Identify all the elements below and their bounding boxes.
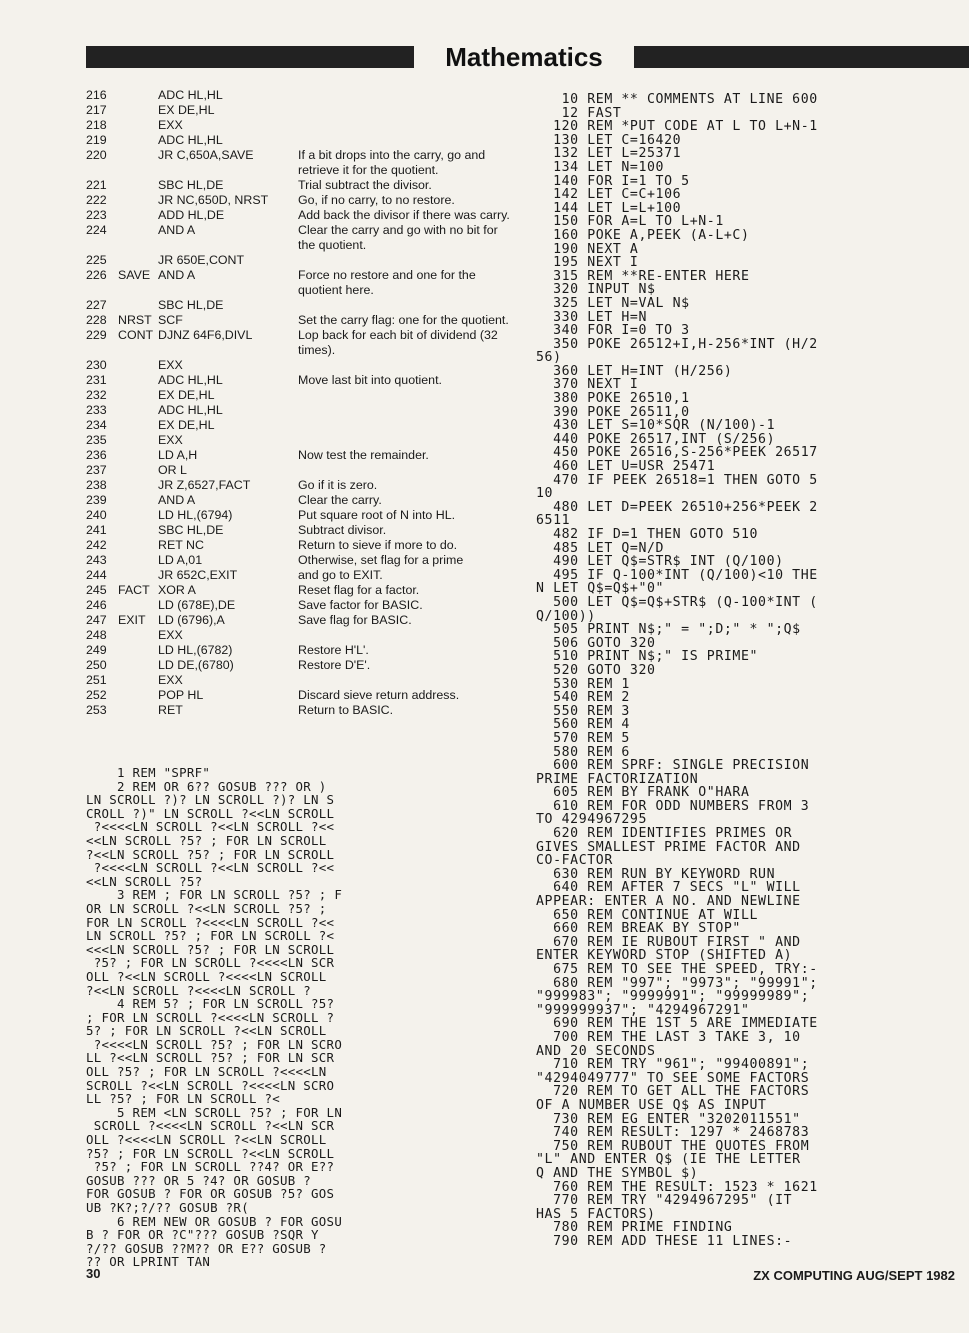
assembly-ins: OR L	[158, 463, 187, 477]
assembly-num: 219	[86, 133, 107, 147]
assembly-ins: JR 650E,CONT	[158, 253, 245, 267]
assembly-num: 228	[86, 313, 107, 327]
assembly-cmt: Put square root of N into HL.	[298, 508, 456, 522]
assembly-row	[86, 253, 526, 268]
assembly-cmt	[298, 388, 510, 403]
assembly-row	[86, 358, 526, 373]
assembly-cmt: If a bit drops into the carry, go and retrieve it for the quotient.	[298, 148, 486, 177]
assembly-cmt: Restore H'L'.	[298, 643, 369, 657]
assembly-row	[86, 133, 526, 148]
assembly-cmt: Lop back for each bit of dividend (32 times).	[298, 328, 498, 357]
assembly-num: 246	[86, 598, 107, 612]
assembly-cmt: Subtract divisor.	[298, 523, 387, 537]
assembly-num: 217	[86, 103, 107, 117]
assembly-num: 230	[86, 358, 107, 372]
assembly-lbl: CONT	[118, 328, 154, 342]
assembly-row	[86, 673, 526, 688]
assembly-num: 218	[86, 118, 107, 132]
assembly-row	[86, 418, 526, 433]
assembly-cmt	[298, 118, 510, 133]
assembly-ins: ADC HL,HL	[158, 403, 223, 417]
assembly-cmt: Reset flag for a factor.	[298, 583, 420, 597]
assembly-cmt: Add back the divisor if there was carry.	[298, 208, 510, 222]
assembly-lbl	[118, 88, 158, 103]
assembly-num: 245	[86, 583, 107, 597]
assembly-ins: EXX	[158, 673, 183, 687]
assembly-ins: EXX	[158, 358, 183, 372]
assembly-cmt	[298, 358, 510, 373]
assembly-ins: EXX	[158, 628, 183, 642]
assembly-lbl	[118, 598, 158, 613]
header-bar-right	[634, 46, 969, 68]
assembly-ins: LD A,H	[158, 448, 198, 462]
assembly-cmt: Otherwise, set flag for a prime	[298, 553, 464, 567]
assembly-num: 251	[86, 673, 107, 687]
assembly-num: 231	[86, 373, 107, 387]
assembly-cmt: Discard sieve return address.	[298, 688, 460, 702]
assembly-ins: POP HL	[158, 688, 204, 702]
assembly-row	[86, 388, 526, 403]
assembly-lbl	[118, 373, 158, 388]
assembly-num: 252	[86, 688, 107, 702]
assembly-cmt: Return to sieve if more to do.	[298, 538, 458, 552]
assembly-ins: JR 652C,EXIT	[158, 568, 238, 582]
assembly-ins: EXX	[158, 118, 183, 132]
assembly-row	[86, 493, 526, 508]
assembly-cmt: Clear the carry and go with no bit for the quotient.	[298, 223, 498, 252]
assembly-lbl: NRST	[118, 313, 152, 327]
assembly-cmt: Go, if no carry, to no restore.	[298, 193, 455, 207]
assembly-row	[86, 508, 526, 523]
assembly-num: 229	[86, 328, 107, 342]
assembly-ins: ADD HL,DE	[158, 208, 225, 222]
assembly-ins: EXX	[158, 433, 183, 447]
assembly-row	[86, 658, 526, 673]
assembly-cmt: Go if it is zero.	[298, 478, 378, 492]
assembly-ins: JR NC,650D, NRST	[158, 193, 269, 207]
assembly-cmt	[298, 628, 510, 643]
assembly-row	[86, 643, 526, 658]
assembly-lbl	[118, 673, 158, 688]
assembly-lbl	[118, 463, 158, 478]
assembly-lbl: EXIT	[118, 613, 146, 627]
assembly-row	[86, 193, 526, 208]
assembly-row	[86, 568, 526, 583]
assembly-num: 239	[86, 493, 107, 507]
assembly-num: 237	[86, 463, 107, 477]
assembly-cmt: Restore D'E'.	[298, 658, 371, 672]
assembly-num: 232	[86, 388, 107, 402]
assembly-row	[86, 628, 526, 643]
assembly-num: 241	[86, 523, 107, 537]
assembly-lbl	[118, 703, 158, 718]
assembly-num: 221	[86, 178, 107, 192]
assembly-num: 248	[86, 628, 107, 642]
assembly-cmt	[298, 88, 510, 103]
assembly-row	[86, 313, 526, 328]
header-bar-left	[86, 46, 414, 68]
assembly-num: 234	[86, 418, 107, 432]
assembly-row	[86, 88, 526, 103]
assembly-num: 235	[86, 433, 107, 447]
assembly-cmt: Set the carry flag: one for the quotient.	[298, 313, 509, 327]
assembly-cmt	[298, 403, 510, 418]
issue-label: ZX COMPUTING AUG/SEPT 1982	[753, 1268, 955, 1283]
assembly-cmt	[298, 673, 510, 688]
assembly-row	[86, 613, 526, 628]
assembly-ins: SCF	[158, 313, 183, 327]
assembly-ins: EX DE,HL	[158, 103, 215, 117]
assembly-num: 223	[86, 208, 107, 222]
assembly-num: 222	[86, 193, 107, 207]
assembly-cmt	[298, 103, 510, 118]
assembly-cmt	[298, 133, 510, 148]
assembly-ins: LD HL,(6794)	[158, 508, 233, 522]
assembly-ins: DJNZ 64F6,DIVL	[158, 328, 253, 342]
assembly-cmt	[298, 433, 510, 448]
assembly-ins: RET	[158, 703, 183, 717]
assembly-num: 238	[86, 478, 107, 492]
assembly-num: 249	[86, 643, 107, 657]
assembly-ins: LD (678E),DE	[158, 598, 236, 612]
assembly-ins: LD A,01	[158, 553, 203, 567]
assembly-lbl	[118, 688, 158, 703]
assembly-lbl	[118, 643, 158, 658]
assembly-lbl	[118, 208, 158, 223]
assembly-row	[86, 583, 526, 598]
assembly-row	[86, 433, 526, 448]
assembly-lbl	[118, 568, 158, 583]
assembly-ins: ADC HL,HL	[158, 373, 223, 387]
assembly-lbl	[118, 133, 158, 148]
assembly-lbl	[118, 103, 158, 118]
assembly-ins: AND A	[158, 223, 196, 237]
assembly-cmt: Save factor for BASIC.	[298, 598, 423, 612]
assembly-cmt: Save flag for BASIC.	[298, 613, 412, 627]
assembly-num: 236	[86, 448, 107, 462]
assembly-lbl	[118, 538, 158, 553]
basic-listing: 10 REM ** COMMENTS AT LINE 600 12 FAST 120 REM *PUT CODE AT L TO L+N-1 130 LET C=16420 132 LET L=25371 134 LET N=100 140 FOR I=1 TO 5 142 LET C=C+106 144 LET L=L+100 150 FOR A=L TO L+N-1 160 POKE A,PEEK (A-L+C) 190 NEXT A 195 NEXT I 315 REM **RE-ENTER HERE 320 INPUT N$ 325 LET N=VAL N$ 330 LET H=N 340 FOR I=0 TO 3 350 POKE 26512+I,H-256*INT (H/2 56) 360 LET H=INT (H/256) 370 NEXT I 380 POKE 26510,1 390 POKE 26511,0 430 LET S=10*SQR (N/100)-1 440 POKE 26517,INT (S/256) 450 POKE 26516,S-256*PEEK 26517 460 LET U=USR 25471 470 IF PEEK 26518=1 THEN GOTO 5 10 480 LET D=PEEK 26510+256*PEEK 2 6511 482 IF D=1 THEN GOTO 510 485 LET Q=N/D 490 LET Q$=STR$ INT (Q/100) 495 IF Q-100*INT (Q/100)<10 THE N LET Q$=Q$+"0" 500 LET Q$=Q$+STR$ (Q-100*INT ( Q/100)) 505 PRINT N$;" = ";D;" * ";Q$ 506 GOTO 320 510 PRINT N$;" IS PRIME" 520 GOTO 320 530 REM 1 540 REM 2 550 REM 3 560 REM 4 570 REM 5 580 REM 6 600 REM SPRF: SINGLE PRECISION PRIME FACTORIZATION 605 REM BY FRANK O"HARA 610 REM FOR ODD NUMBERS FROM 3 TO 4294967295 620 REM IDENTIFIES PRIMES OR GIVES SMALLEST PRIME FACTOR AND CO-FACTOR 630 REM RUN BY KEYWORD RUN 640 REM AFTER 7 SECS "L" WILL APPEAR: ENTER A NO. AND NEWLINE 650 REM CONTINUE AT WILL 660 REM BREAK BY STOP" 670 REM IE RUBOUT FIRST " AND ENTER KEYWORD STOP (SHIFTED A) 675 REM TO SEE THE SPEED, TRY:- 680 REM "997"; "9973"; "99991"; "999983"; "9999991"; "99999989"; "999999937"; "4294967291" 690 REM THE 1ST 5 ARE IMMEDIATE 700 REM THE LAST 3 TAKE 3, 10 AND 20 SECONDS 710 REM TRY "961"; "99400891"; "4294049777" TO SEE SOME FACTORS 720 REM TO GET ALL THE FACTORS OF A NUMBER USE Q$ AS INPUT 730 REM EG ENTER "3202011551" 740 REM RESULT: 1297 * 2468783 750 REM RUBOUT THE QUOTES FROM "L" AND ENTER Q$ (IE THE LETTER Q AND THE SYMBOL $) 760 REM THE RESULT: 1523 * 1621 770 REM TRY "4294967295" (IT HAS 5 FACTORS) 780 REM PRIME FINDING 790 REM ADD THESE 11 LINES:-	[536, 92, 818, 1249]
assembly-cmt	[298, 463, 510, 478]
assembly-lbl	[118, 658, 158, 673]
assembly-row	[86, 268, 526, 298]
assembly-row	[86, 223, 526, 253]
assembly-cmt: Clear the carry.	[298, 493, 382, 507]
assembly-lbl	[118, 298, 158, 313]
assembly-cmt: Now test the remainder.	[298, 448, 429, 462]
assembly-lbl	[118, 628, 158, 643]
assembly-lbl	[118, 523, 158, 538]
assembly-ins: AND A	[158, 493, 196, 507]
page-number: 30	[86, 1266, 101, 1281]
assembly-num: 227	[86, 298, 107, 312]
assembly-lbl	[118, 388, 158, 403]
assembly-num: 225	[86, 253, 107, 267]
assembly-num: 243	[86, 553, 107, 567]
assembly-lbl	[118, 118, 158, 133]
assembly-ins: JR Z,6527,FACT	[158, 478, 251, 492]
assembly-lbl	[118, 148, 158, 178]
assembly-num: 220	[86, 148, 107, 162]
assembly-num: 242	[86, 538, 107, 552]
assembly-num: 250	[86, 658, 107, 672]
assembly-row	[86, 373, 526, 388]
assembly-cmt: Trial subtract the divisor.	[298, 178, 432, 192]
assembly-row	[86, 208, 526, 223]
assembly-cmt	[298, 298, 510, 313]
assembly-row	[86, 148, 526, 178]
assembly-num: 247	[86, 613, 107, 627]
assembly-lbl: SAVE	[118, 268, 151, 282]
assembly-lbl	[118, 193, 158, 208]
assembly-ins: EX DE,HL	[158, 418, 215, 432]
assembly-cmt: Force no restore and one for the quotient here.	[298, 268, 476, 297]
assembly-ins: ADC HL,HL	[158, 88, 223, 102]
assembly-lbl	[118, 223, 158, 253]
assembly-ins: JR C,650A,SAVE	[158, 148, 254, 162]
assembly-cmt: and go to EXIT.	[298, 568, 383, 582]
assembly-ins: SBC HL,DE	[158, 523, 224, 537]
assembly-num: 244	[86, 568, 107, 582]
assembly-row	[86, 403, 526, 418]
assembly-ins: SBC HL,DE	[158, 298, 224, 312]
assembly-cmt	[298, 418, 510, 433]
assembly-row	[86, 553, 526, 568]
rem-listing: 1 REM "SPRF" 2 REM OR 6?? GOSUB ??? OR ) LN SCROLL ?)? LN SCROLL ?)? LN S CROLL ?)" LN SCROLL ?<<LN SCROLL ?<<<<LN SCROLL ?<<LN SCROLL ?<< <<LN SCROLL ?5? ; FOR LN SCROLL ?<<LN SCROLL ?5? ; FOR LN SCROLL ?<<<<LN SCROLL ?<<LN SCROLL ?<< <<LN SCROLL ?5? 3 REM ; FOR LN SCROLL ?5? ; F OR LN SCROLL ?<<LN SCROLL ?5? ; FOR LN SCROLL ?<<<<LN SCROLL ?<< LN SCROLL ?5? ; FOR LN SCROLL ?< <<<LN SCROLL ?5? ; FOR LN SCROLL ?5? ; FOR LN SCROLL ?<<<<LN SCR OLL ?<<LN SCROLL ?<<<<LN SCROLL ?<<LN SCROLL ?<<<<LN SCROLL ? 4 REM 5? ; FOR LN SCROLL ?5? ; FOR LN SCROLL ?<<<<LN SCROLL ? 5? ; FOR LN SCROLL ?<<LN SCROLL ?<<<<LN SCROLL ?5? ; FOR LN SCRO LL ?<<LN SCROLL ?5? ; FOR LN SCR OLL ?5? ; FOR LN SCROLL ?<<<<LN SCROLL ?<<LN SCROLL ?<<<<LN SCRO LL ?5? ; FOR LN SCROLL ?< 5 REM <LN SCROLL ?5? ; FOR LN SCROLL ?<<<<LN SCROLL ?<<LN SCR OLL ?<<<<LN SCROLL ?<<LN SCROLL ?5? ; FOR LN SCROLL ?<<LN SCROLL ?5? ; FOR LN SCROLL ??4? OR E?? GOSUB ??? OR 5 ?4? OR GOSUB ? FOR GOSUB ? FOR OR GOSUB ?5? GOS UB ?K?;?/?? GOSUB ?R( 6 REM NEW OR GOSUB ? FOR GOSU B ? FOR OR ?C"??? GOSUB ?SQR Y ?/?? GOSUB ??M?? OR E?? GOSUB ? ?? OR LPRINT TAN	[86, 765, 343, 1270]
assembly-ins: ADC HL,HL	[158, 133, 223, 147]
assembly-row	[86, 298, 526, 313]
assembly-cmt: Move last bit into quotient.	[298, 373, 442, 387]
assembly-ins: XOR A	[158, 583, 196, 597]
assembly-cmt: Return to BASIC.	[298, 703, 394, 717]
assembly-num: 240	[86, 508, 107, 522]
assembly-cmt	[298, 253, 510, 268]
assembly-listing	[86, 88, 526, 718]
assembly-ins: AND A	[158, 268, 196, 282]
assembly-row	[86, 118, 526, 133]
assembly-row	[86, 103, 526, 118]
assembly-lbl	[118, 403, 158, 418]
assembly-lbl	[118, 253, 158, 268]
assembly-lbl	[118, 478, 158, 493]
assembly-ins: LD (6796),A	[158, 613, 225, 627]
assembly-ins: LD DE,(6780)	[158, 658, 234, 672]
assembly-ins: EX DE,HL	[158, 388, 215, 402]
section-title: Mathematics	[445, 42, 603, 72]
assembly-row	[86, 448, 526, 463]
assembly-row	[86, 688, 526, 703]
assembly-row	[86, 463, 526, 478]
assembly-row	[86, 523, 526, 538]
assembly-lbl	[118, 433, 158, 448]
assembly-lbl: FACT	[118, 583, 150, 597]
assembly-ins: SBC HL,DE	[158, 178, 224, 192]
assembly-lbl	[118, 358, 158, 373]
assembly-lbl	[118, 493, 158, 508]
assembly-lbl	[118, 448, 158, 463]
assembly-num: 224	[86, 223, 107, 237]
assembly-row	[86, 538, 526, 553]
assembly-num: 226	[86, 268, 107, 282]
assembly-num: 253	[86, 703, 107, 717]
assembly-num: 216	[86, 88, 107, 102]
assembly-lbl	[118, 508, 158, 523]
assembly-row	[86, 478, 526, 493]
assembly-lbl	[118, 178, 158, 193]
assembly-num: 233	[86, 403, 107, 417]
assembly-row	[86, 703, 526, 718]
assembly-row	[86, 328, 526, 358]
assembly-ins: RET NC	[158, 538, 204, 552]
assembly-row	[86, 598, 526, 613]
assembly-lbl	[118, 553, 158, 568]
assembly-ins: LD HL,(6782)	[158, 643, 233, 657]
assembly-row	[86, 178, 526, 193]
assembly-lbl	[118, 418, 158, 433]
